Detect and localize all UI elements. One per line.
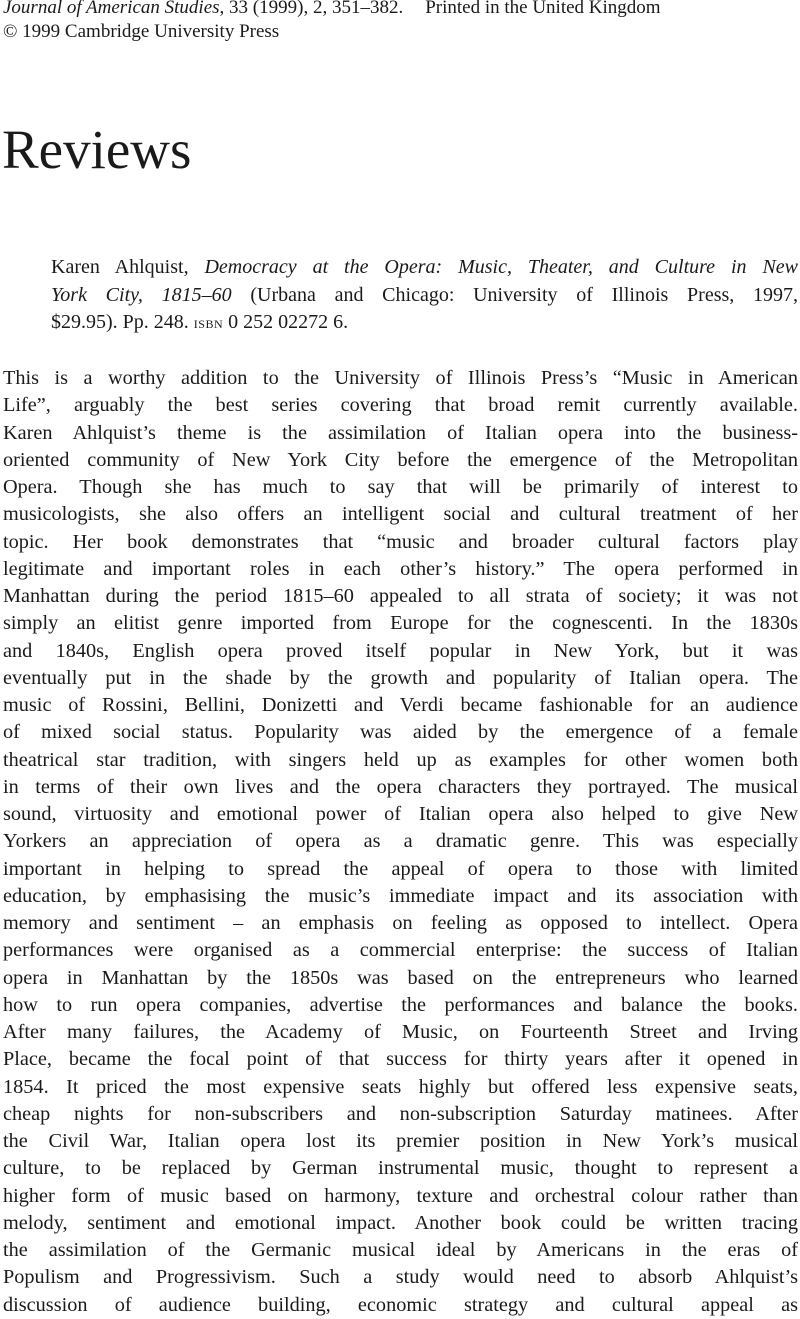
citation-line-3 — [51, 309, 798, 337]
book-author: Karen Ahlquist, — [51, 256, 205, 278]
review-body — [3, 365, 798, 1319]
body-line: important in helping to spread the appeal of opera to those with limited — [3, 857, 798, 880]
printed-location: Printed in the United Kingdom — [425, 0, 661, 18]
citation-line-2 — [51, 282, 798, 310]
body-line: 1854. It priced the most expensive seats highly but offered less expensive seats, — [3, 1075, 798, 1098]
body-line: Populism and Progressivism. Such a study would need to absorb Ahlquist’s — [3, 1266, 798, 1289]
journal-name: Journal of American Studies — [3, 0, 220, 18]
body-line: legitimate and important roles in each other’s history.” The opera performed in — [3, 557, 798, 580]
section-title: Reviews — [2, 119, 192, 180]
review-citation — [51, 254, 798, 337]
body-line: Place, became the focal point of that success for thirty years after it opened in — [3, 1048, 798, 1071]
body-line: After many failures, the Academy of Music, on Fourteenth Street and Irving — [3, 1021, 798, 1043]
body-line: the Civil War, Italian opera lost its premier position in New York’s musical — [3, 1130, 798, 1152]
body-line: theatrical star tradition, with singers held up as examples for other women both — [3, 748, 798, 771]
body-line: Opera. Though she has much to say that will be primarily of interest to — [3, 476, 798, 498]
book-title-part-1: Democracy at the Opera: Music, Theater, and Culture in New — [204, 256, 798, 278]
body-line: higher form of music based on harmony, texture and orchestral colour rather than — [3, 1184, 798, 1207]
body-line: simply an elitist genre imported from Europe for the cognescenti. In the 1830s — [3, 612, 798, 635]
journal-citation-line — [3, 0, 661, 20]
journal-volume: , 33 (1999), 2, 351–382. — [219, 0, 404, 18]
citation-line-1 — [51, 254, 798, 282]
book-title-part-2: York City, 1815–60 — [51, 283, 232, 306]
body-line: the assimilation of the Germanic musical ideal by Americans in the eras of — [3, 1239, 798, 1261]
isbn-number: 0 252 02272 6. — [223, 311, 349, 333]
body-line: and 1840s, English opera proved itself popular in New York, but it was — [3, 639, 798, 662]
journal-header — [3, 0, 661, 44]
body-line: of mixed social status. Popularity was aided by the emergence of a female — [3, 721, 798, 744]
body-line: musicologists, she also offers an intelligent social and cultural treatment of her — [3, 503, 798, 526]
body-line: eventually put in the shade by the growth and popularity of Italian opera. The — [3, 666, 798, 689]
isbn-label: isbn — [193, 313, 224, 332]
body-line: opera in Manhattan by the 1850s was based on the entrepreneurs who learned — [3, 966, 798, 989]
body-line: memory and sentiment – an emphasis on feeling as opposed to intellect. Opera — [3, 912, 798, 934]
body-line: performances were organised as a commercial enterprise: the success of Italian — [3, 939, 798, 962]
body-line: Yorkers an appreciation of opera as a dramatic genre. This was especially — [3, 830, 798, 853]
body-line: topic. Her book demonstrates that “music and broader cultural factors play — [3, 530, 798, 553]
body-line: Karen Ahlquist’s theme is the assimilation of Italian opera into the business- — [3, 421, 798, 444]
body-line: cheap nights for non-subscribers and non-subscription Saturday matinees. After — [3, 1102, 798, 1125]
body-line: music of Rossini, Bellini, Donizetti and Verdi became fashionable for an audience — [3, 694, 798, 716]
copyright-line: © 1999 Cambridge University Press — [3, 21, 280, 42]
book-price-pages: $29.95). Pp. 248. — [51, 311, 194, 333]
body-line: This is a worthy addition to the University of Illinois Press’s “Music in American — [3, 367, 798, 389]
body-line: Manhattan during the period 1815–60 appealed to all strata of society; it was not — [3, 585, 798, 607]
body-line: education, by emphasising the music’s immediate impact and its association with — [3, 884, 798, 907]
body-line: discussion of audience building, economic strategy and cultural appeal as — [3, 1293, 798, 1316]
body-line: melody, sentiment and emotional impact. Another book could be written tracing — [3, 1211, 798, 1234]
body-line: culture, to be replaced by German instrumental music, thought to represent a — [3, 1157, 798, 1180]
body-line: in terms of their own lives and the opera characters they portrayed. The musical — [3, 775, 798, 798]
body-line: oriented community of New York City before the emergence of the Metropolitan — [3, 448, 798, 471]
book-publisher: (Urbana and Chicago: University of Illinois Press, 1997, — [231, 283, 798, 306]
body-line: Life”, arguably the best series covering that broad remit currently available. — [3, 394, 798, 417]
body-line: sound, virtuosity and emotional power of Italian opera also helped to give New — [3, 803, 798, 825]
body-line: how to run opera companies, advertise the performances and balance the books. — [3, 993, 798, 1016]
